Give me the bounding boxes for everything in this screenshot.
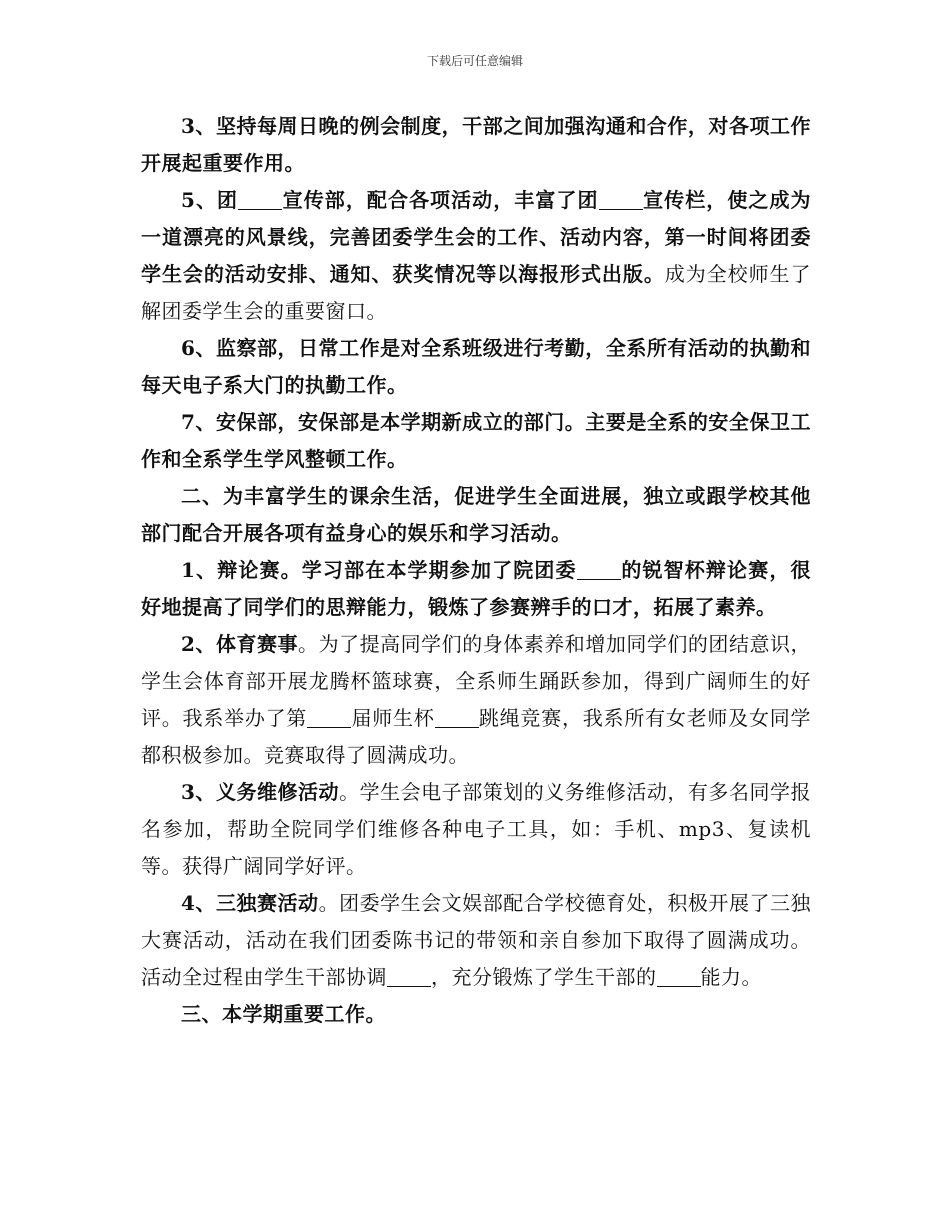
item-title: 2、体育赛事 (181, 632, 299, 656)
text-segment: 5、团 (181, 188, 239, 212)
text-segment: 。团委学生会文娱部配合学校德育处，积极开展了三独大赛活动，活动在我们团委陈书记的带领和亲自参加下取得了圆满成功。活动全过程由学生干部协调 (141, 891, 812, 989)
blank-line (435, 707, 479, 728)
text-segment: 1、辩论赛。学习部在本学期参加了院团委 (181, 558, 577, 582)
blank-line (307, 707, 351, 728)
paragraph-publicity-department (141, 182, 811, 330)
document-body (141, 108, 811, 1033)
text-segment: 。为了提高同学们的身体素养和增加同学们的团结意识，学生会体育部开展龙腾杯篮球赛，全系师生踊跃参加，得到广阔师生的好评。我系举办了第 (141, 632, 812, 730)
paragraph-security-department: 7、安保部，安保部是本学期新成立的部门。主要是全系的安全保卫工作和全系学生学风整顿工作。 (141, 410, 811, 471)
item-title: 3、义务维修活动 (181, 780, 340, 804)
paragraph-weekly-meeting: 3、坚持每周日晚的例会制度，干部之间加强沟通和合作，对各项工作开展起重要作用。 (141, 114, 811, 175)
item-title: 4、三独赛活动 (181, 891, 319, 915)
paragraph-debate-contest (141, 552, 811, 626)
blank-line (238, 189, 282, 210)
text-segment: 届师生杯 (351, 706, 435, 730)
paragraph-solo-contest (141, 885, 811, 996)
paragraph-section-three-heading: 三、本学期重要工作。 (181, 1002, 386, 1026)
text-segment: 成为全校师生了解团委学生会的重要窗口。 (141, 262, 812, 323)
text-segment: 宣传部，配合各项活动，丰富了团 (282, 188, 599, 212)
paragraph-sports-events (141, 626, 811, 774)
text-segment: 的锐智杯辩论赛，很好地提高了同学们的思辩能力，锻炼了参赛辨手的口才，拓展了素养。 (141, 558, 811, 619)
text-segment: ，充分锻炼了学生干部的 (431, 965, 657, 989)
paragraph-supervision-department: 6、监察部，日常工作是对全系班级进行考勤，全系所有活动的执勤和每天电子系大门的执勤工作。 (141, 336, 811, 397)
blank-line (599, 189, 643, 210)
blank-line (577, 559, 621, 580)
paragraph-repair-activity (141, 774, 811, 885)
paragraph-section-two-heading: 二、为丰富学生的课余生活，促进学生全面进展，独立或跟学校其他部门配合开展各项有益身心的娱乐和学习活动。 (141, 484, 811, 545)
blank-line (657, 966, 701, 987)
text-segment: 。学生会电子部策划的义务维修活动，有多名同学报名参加，帮助全院同学们维修各种电子工具，如：手机、mp3、复读机等。获得广阔同学好评。 (141, 780, 812, 878)
blank-line (387, 966, 431, 987)
text-segment: 宣传栏，使之成为一道漂亮的风景线，完善团委学生会的工作、活动内容，第一时间将团委学生会的活动安排、通知、获奖情况等以海报形式出版。 (141, 188, 811, 286)
text-segment: 能力。 (700, 965, 762, 989)
page-header: 下载后可任意编辑 (426, 54, 523, 68)
text-segment: 跳绳竞赛，我系所有女老师及女同学都积极参加。竞赛取得了圆满成功。 (141, 706, 812, 767)
